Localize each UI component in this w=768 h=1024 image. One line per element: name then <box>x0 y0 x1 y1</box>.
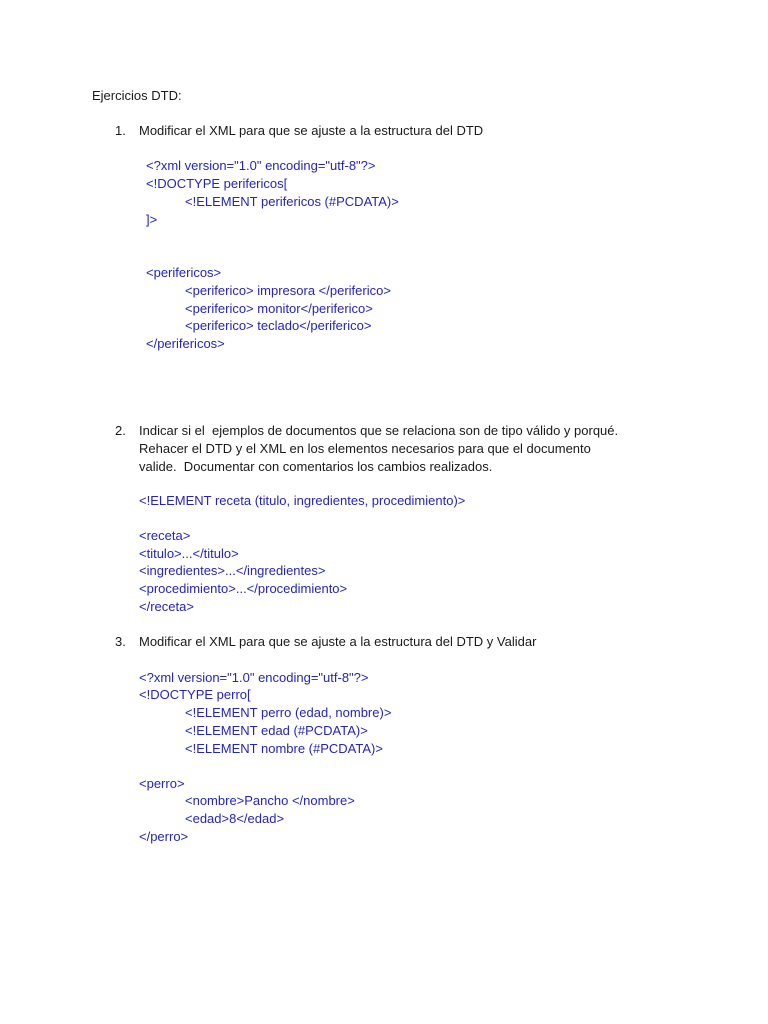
exercise-3-code-line: <!ELEMENT nombre (#PCDATA)> <box>185 741 383 756</box>
exercise-3-instruction: Modificar el XML para que se ajuste a la estructura del DTD y Validar <box>139 634 537 649</box>
exercise-2-code-line: <procedimiento>...</procedimiento> <box>139 581 348 596</box>
exercise-2-number: 2. <box>115 423 126 438</box>
exercise-1-code-line: </perifericos> <box>146 336 225 351</box>
exercise-1-code-line: <?xml version="1.0" encoding="utf-8"?> <box>146 158 376 173</box>
exercise-1-code-line: <!DOCTYPE perifericos[ <box>146 176 288 191</box>
exercise-1-code-line: <periferico> monitor</periferico> <box>185 301 373 316</box>
exercise-1-code-line: <!ELEMENT perifericos (#PCDATA)> <box>185 194 399 209</box>
exercise-1-code-line: <perifericos> <box>146 265 222 280</box>
exercise-2-instruction: Rehacer el DTD y el XML en los elementos necesarios para que el documento <box>139 441 591 456</box>
exercise-2-code-line: </receta> <box>139 599 194 614</box>
exercise-2-instruction: Indicar si el ejemplos de documentos que se relaciona son de tipo válido y porqué. <box>139 423 619 438</box>
exercise-1-code-line: <periferico> teclado</periferico> <box>185 318 372 333</box>
exercise-3-code-line: <?xml version="1.0" encoding="utf-8"?> <box>139 670 369 685</box>
exercise-3-code-line: <edad>8</edad> <box>185 811 285 826</box>
exercise-3-number: 3. <box>115 634 126 649</box>
exercise-3-code-line: <!DOCTYPE perro[ <box>139 687 251 702</box>
exercise-1-code-line: ]> <box>146 212 158 227</box>
document-title: Ejercicios DTD: <box>92 88 182 103</box>
exercise-1-number: 1. <box>115 123 126 138</box>
exercise-3-code-line: <nombre>Pancho </nombre> <box>185 793 355 808</box>
exercise-3-code-line: <!ELEMENT edad (#PCDATA)> <box>185 723 368 738</box>
exercise-2-code-line: <!ELEMENT receta (titulo, ingredientes, procedimiento)> <box>139 493 466 508</box>
exercise-2-instruction: valide. Documentar con comentarios los cambios realizados. <box>139 459 493 474</box>
exercise-1-instruction: Modificar el XML para que se ajuste a la estructura del DTD <box>139 123 484 138</box>
exercise-1-code-line: <periferico> impresora </periferico> <box>185 283 391 298</box>
exercise-2-code-line: <receta> <box>139 528 191 543</box>
exercise-3-code-line: <perro> <box>139 776 185 791</box>
exercise-2-code-line: <titulo>...</titulo> <box>139 546 239 561</box>
exercise-3-code-line: <!ELEMENT perro (edad, nombre)> <box>185 705 392 720</box>
exercise-3-code-line: </perro> <box>139 829 189 844</box>
exercise-2-code-line: <ingredientes>...</ingredientes> <box>139 563 326 578</box>
